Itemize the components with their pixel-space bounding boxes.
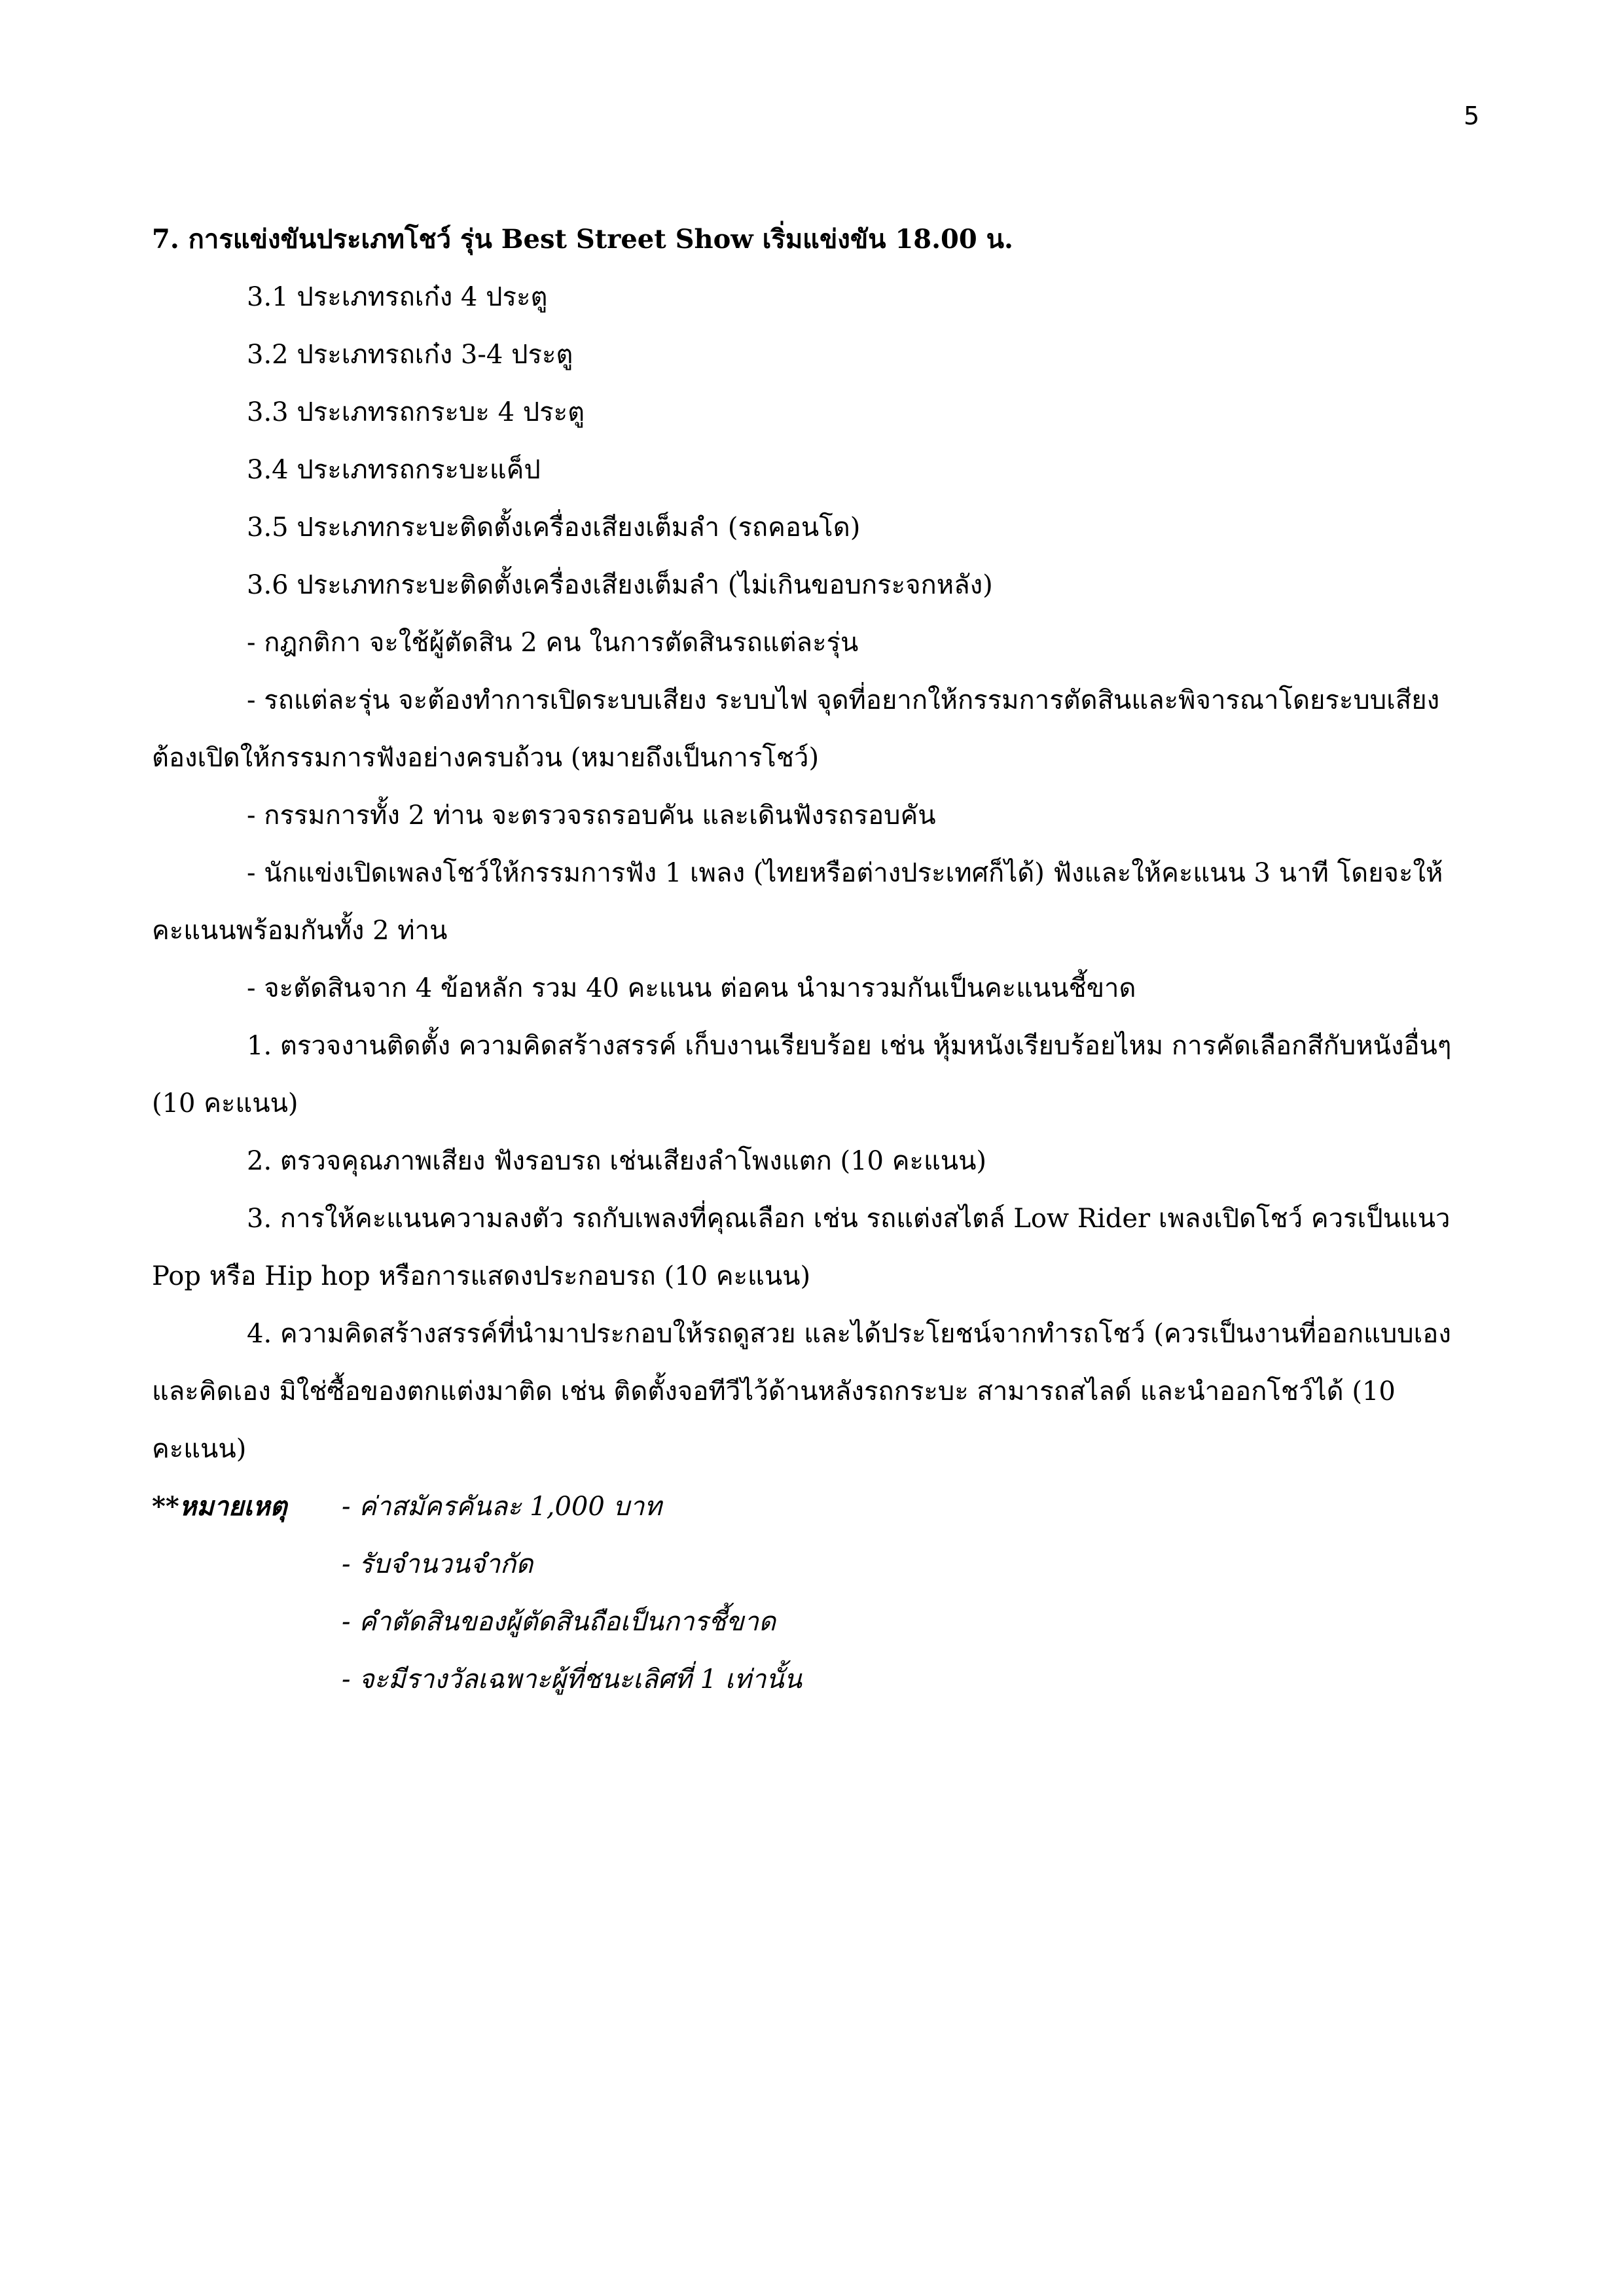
notes-label: **หมายเหตุ	[152, 1491, 287, 1522]
category-item: 3.5 ประเภทกระบะติดตั้งเครื่องเสียงเต็มลำ (รถคอนโด)	[247, 512, 861, 543]
notes-section	[152, 1478, 1487, 1708]
rule-item: - รถแต่ละรุ่น จะต้องทำการเปิดระบบเสียง ระบบไฟ จุดที่อยากให้กรรมการตัดสินและพิจารณาโดยระบบเสียง ต้องเปิดให้กรรมการฟังอย่างครบถ้วน (หมายถึงเป็นการโชว์)	[152, 685, 1440, 773]
page-number: 5	[1464, 101, 1480, 130]
note-item: - คำตัดสินของผู้ตัดสินถือเป็นการชี้ขาด	[342, 1607, 776, 1637]
criteria-item: 3. การให้คะแนนความลงตัว รถกับเพลงที่คุณเลือก เช่น รถแต่งสไตล์ Low Rider เพลงเปิดโชว์ ควรเป็นแนว Pop หรือ Hip hop หรือการแสดงประกอบรถ (10 คะแนน)	[152, 1204, 1451, 1291]
criteria-item: 4. ความคิดสร้างสรรค์ที่นำมาประกอบให้รถดูสวย และได้ประโยชน์จากทำรถโชว์ (ควรเป็นงานที่ออกแบบเอง และคิดเอง มิใช่ซื้อของตกแต่งมาติด เช่น ติดตั้งจอทีวีไว้ด้านหลังรถกระบะ สามารถสไลด์ และนำออกโชว์ได้ (10 คะแนน)	[152, 1319, 1451, 1464]
rule-item: - กฎกติกา จะใช้ผู้ตัดสิน 2 คน ในการตัดสินรถแต่ละรุ่น	[247, 628, 859, 658]
rule-item: - นักแข่งเปิดเพลงโชว์ให้กรรมการฟัง 1 เพลง (ไทยหรือต่างประเทศก็ได้) ฟังและให้คะแนน 3 นาที โดยจะให้คะแนนพร้อมกันทั้ง 2 ท่าน	[152, 858, 1443, 946]
note-item: - ค่าสมัครคันละ 1,000 บาท	[342, 1492, 662, 1522]
criteria-item: 1. ตรวจงานติดตั้ง ความคิดสร้างสรรค์ เก็บงานเรียบร้อย เช่น หุ้มหนังเรียบร้อยไหม การคัดเลือกสีกับหนังอื่นๆ (10 คะแนน)	[152, 1031, 1452, 1119]
category-item: 3.3 ประเภทรถกระบะ 4 ประตู	[247, 397, 585, 427]
rule-item: - กรรมการทั้ง 2 ท่าน จะตรวจรถรอบคัน และเดินฟังรถรอบคัน	[247, 800, 936, 831]
section-heading: 7. การแข่งขันประเภทโชว์ รุ่น Best Street Show เริ่มแข่งขัน 18.00 น.	[152, 224, 1013, 255]
rule-item: - จะตัดสินจาก 4 ข้อหลัก รวม 40 คะแนน ต่อคน นำมารวมกันเป็นคะแนนชี้ขาด	[247, 973, 1136, 1003]
note-item: - รับจำนวนจำกัด	[342, 1549, 533, 1579]
criteria-item: 2. ตรวจคุณภาพเสียง ฟังรอบรถ เช่นเสียงลำโพงแตก (10 คะแนน)	[247, 1146, 987, 1176]
document-body	[152, 211, 1487, 1708]
category-item: 3.4 ประเภทรถกระบะแค็ป	[247, 455, 541, 485]
category-item: 3.2 ประเภทรถเก๋ง 3-4 ประตู	[247, 340, 573, 370]
category-item: 3.6 ประเภทกระบะติดตั้งเครื่องเสียงเต็มลำ (ไม่เกินขอบกระจกหลัง)	[247, 570, 993, 600]
note-item: - จะมีรางวัลเฉพาะผู้ที่ชนะเลิศที่ 1 เท่านั้น	[342, 1664, 802, 1695]
category-item: 3.1 ประเภทรถเก๋ง 4 ประตู	[247, 282, 548, 312]
